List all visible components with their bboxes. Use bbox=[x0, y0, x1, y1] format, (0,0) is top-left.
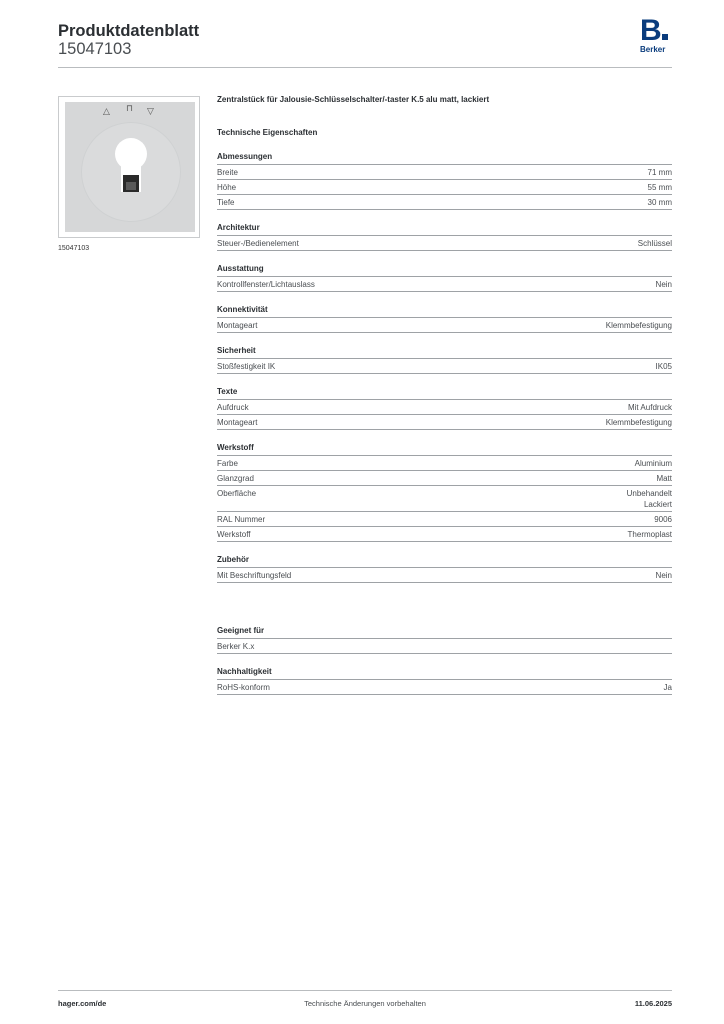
property-value: IK05 bbox=[655, 362, 672, 371]
section-title: Sicherheit bbox=[217, 345, 672, 359]
arrow-down-icon: ▽ bbox=[147, 106, 154, 116]
property-value: Ja bbox=[663, 683, 672, 692]
section-title: Zubehör bbox=[217, 554, 672, 568]
header-divider bbox=[58, 67, 672, 68]
section-title: Konnektivität bbox=[217, 304, 672, 318]
section-title: Texte bbox=[217, 386, 672, 400]
arrow-up-icon: △ bbox=[103, 106, 110, 116]
property-value: Aluminium bbox=[634, 459, 672, 468]
property-label: Glanzgrad bbox=[217, 474, 254, 483]
product-description: Zentralstück für Jalousie-Schlüsselschalter/-taster K.5 alu matt, lackiert bbox=[217, 95, 490, 104]
property-label: Mit Beschriftungsfeld bbox=[217, 571, 292, 580]
section-title: Nachhaltigkeit bbox=[217, 666, 672, 680]
property-section bbox=[217, 625, 672, 654]
property-row bbox=[217, 400, 672, 415]
property-label: Werkstoff bbox=[217, 530, 251, 539]
property-section bbox=[217, 554, 672, 583]
property-value: Nein bbox=[655, 571, 672, 580]
footer-website: hager.com/de bbox=[58, 999, 107, 1008]
logo-letter: B bbox=[640, 14, 661, 47]
technical-properties-heading: Technische Eigenschaften bbox=[217, 128, 318, 137]
property-value: Mit Aufdruck bbox=[627, 403, 672, 412]
berker-logo bbox=[640, 14, 674, 54]
document-header bbox=[58, 22, 199, 58]
page-footer bbox=[58, 990, 672, 1008]
datasheet-content bbox=[217, 94, 672, 707]
property-row bbox=[217, 195, 672, 210]
property-sections bbox=[217, 151, 672, 583]
property-row bbox=[217, 236, 672, 251]
property-label: Berker K.x bbox=[217, 642, 255, 651]
property-row bbox=[217, 471, 672, 486]
logo-dot-icon bbox=[662, 34, 668, 40]
property-label: Oberfläche bbox=[217, 489, 257, 498]
document-number: 15047103 bbox=[58, 40, 132, 58]
property-value: 30 mm bbox=[647, 198, 672, 207]
logo-text: Berker bbox=[640, 45, 666, 54]
property-section bbox=[217, 666, 672, 695]
property-value: Klemmbefestigung bbox=[605, 418, 672, 427]
property-row bbox=[217, 639, 672, 654]
property-value: 9006 bbox=[654, 515, 672, 524]
property-value: Thermoplast bbox=[627, 530, 672, 539]
property-label: RoHS-konform bbox=[217, 683, 270, 692]
section-title: Architektur bbox=[217, 222, 672, 236]
product-image bbox=[58, 96, 200, 238]
footer-disclaimer: Technische Änderungen vorbehalten bbox=[304, 999, 426, 1008]
section-title: Ausstattung bbox=[217, 263, 672, 277]
property-label: Montageart bbox=[217, 321, 258, 330]
property-section bbox=[217, 263, 672, 292]
property-section bbox=[217, 345, 672, 374]
property-label: Stoßfestigkeit IK bbox=[217, 362, 276, 371]
property-value: Klemmbefestigung bbox=[605, 321, 672, 330]
property-row bbox=[217, 277, 672, 292]
property-section bbox=[217, 442, 672, 542]
property-section bbox=[217, 304, 672, 333]
section-title: Geeignet für bbox=[217, 625, 672, 639]
keyhole-icon bbox=[65, 102, 195, 232]
section-title: Abmessungen bbox=[217, 151, 672, 165]
property-label: Aufdruck bbox=[217, 403, 249, 412]
cover-plate-illustration bbox=[65, 102, 195, 232]
property-row bbox=[217, 512, 672, 527]
property-row bbox=[217, 180, 672, 195]
property-label: RAL Nummer bbox=[217, 515, 266, 524]
property-row bbox=[217, 568, 672, 583]
property-value: Schlüssel bbox=[637, 239, 672, 248]
property-label: Montageart bbox=[217, 418, 258, 427]
property-section bbox=[217, 386, 672, 430]
property-label: Breite bbox=[217, 168, 238, 177]
property-label: Kontrollfenster/Lichtauslass bbox=[217, 280, 315, 289]
property-row bbox=[217, 359, 672, 374]
property-value: 55 mm bbox=[647, 183, 672, 192]
property-label: Farbe bbox=[217, 459, 238, 468]
image-caption: 15047103 bbox=[58, 245, 90, 252]
property-section bbox=[217, 222, 672, 251]
stop-icon: ⊓ bbox=[126, 103, 134, 113]
document-title: Produktdatenblatt bbox=[58, 22, 200, 40]
property-section bbox=[217, 151, 672, 210]
property-row bbox=[217, 415, 672, 430]
footer-date: 11.06.2025 bbox=[634, 999, 672, 1008]
property-value: Nein bbox=[655, 280, 672, 289]
property-label: Tiefe bbox=[217, 198, 235, 207]
property-value: 71 mm bbox=[647, 168, 672, 177]
property-value: Unbehandelt Lackiert bbox=[626, 489, 672, 509]
property-row bbox=[217, 456, 672, 471]
section-title: Werkstoff bbox=[217, 442, 672, 456]
property-row bbox=[217, 165, 672, 180]
property-row bbox=[217, 680, 672, 695]
section-spacer bbox=[217, 595, 672, 625]
property-row bbox=[217, 318, 672, 333]
property-label: Höhe bbox=[217, 183, 237, 192]
property-row bbox=[217, 486, 672, 512]
property-value: Matt bbox=[656, 474, 672, 483]
extra-property-sections bbox=[217, 625, 672, 695]
property-label: Steuer-/Bedienelement bbox=[217, 239, 299, 248]
property-row bbox=[217, 527, 672, 542]
